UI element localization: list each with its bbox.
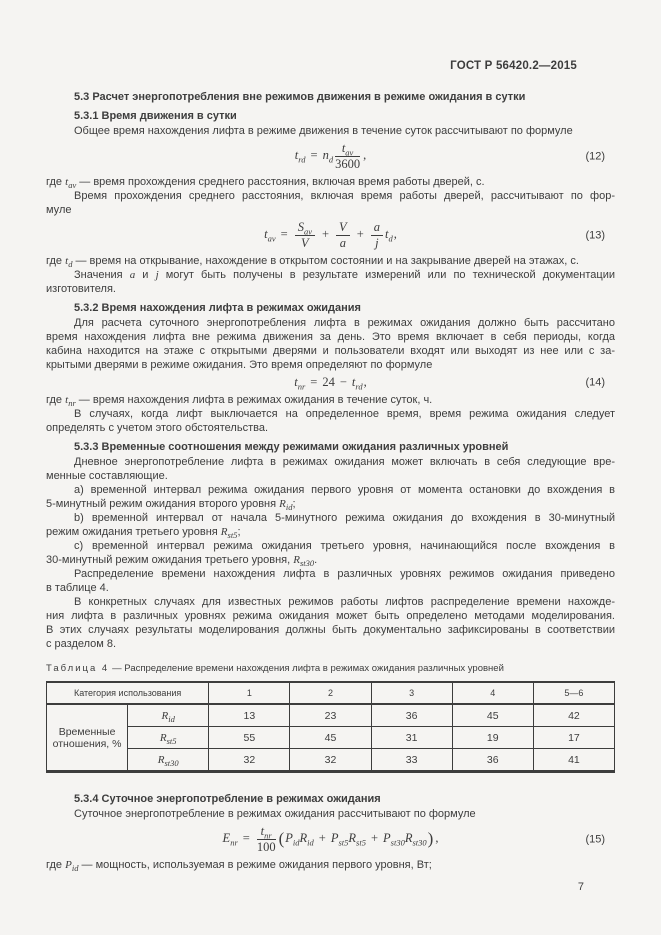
table-4 — [46, 681, 615, 773]
formula-13 — [46, 221, 615, 250]
math-subscript: av — [68, 180, 77, 191]
text-line: Общее время нахождения лифта в режиме движения в течение суток рассчитывают по формуле — [74, 125, 573, 137]
paragraph-531-intro — [46, 124, 615, 138]
math-variable: R — [293, 554, 300, 566]
text-line: b) временной интервал от начала 5-минутного режима ожидания до вхождения в 30-минутный — [74, 512, 615, 524]
cell: 31 — [371, 727, 452, 749]
formula-15 — [46, 825, 615, 854]
text-line: Для расчета суточного энергопотребления лифта в режимах ожидания должно быть рассчитано — [74, 317, 615, 329]
table-row-rst30 — [47, 749, 615, 772]
table-header-row — [47, 682, 615, 704]
text-line: В случаях, когда лифт выключается на определенное время, время режима ожидания следует — [74, 408, 615, 420]
text-line: Суточное энергопотребление в режимах ожидания рассчитывают по формуле — [74, 808, 476, 820]
section-heading-5-3-3: 5.3.3 Временные соотношения между режимами ожидания различных уровней — [74, 441, 509, 453]
cell: 42 — [533, 704, 614, 727]
table-header-col-1: 1 — [209, 682, 290, 704]
paragraph-533-item-a — [46, 483, 615, 511]
row-var-rid: $R_{id}$ — [128, 704, 209, 727]
math-subscript: st30 — [299, 558, 315, 569]
paragraph-where-15 — [46, 858, 615, 872]
cell: 45 — [452, 704, 533, 727]
table-caption — [46, 663, 615, 675]
text-line: где $t_d$ — время на открывание, нахождение в открытом состоянии и на закрывание дверей на этажах, с. — [46, 255, 579, 270]
cell: 41 — [533, 749, 614, 772]
paragraph-where-12 — [46, 175, 615, 189]
text-line: Значения a и j могут быть получены в результате измерений или по технической документации — [74, 269, 615, 281]
section-heading-5-3-2: 5.3.2 Время нахождения лифта в режимах ожидания — [74, 302, 361, 314]
paragraph-532-body — [46, 316, 615, 372]
cell: 36 — [452, 749, 533, 772]
text-line: c) временной интервал режима ожидания третьего уровня, начинающийся после вхождения в — [74, 540, 615, 552]
text-line: где $t_{nr}$ — время нахождения лифта в режимах ожидания в течение суток, ч. — [46, 394, 433, 409]
text-line: 30-минутный режим ожидания третьего уровня, $R_{st30}$. — [46, 554, 318, 569]
math-variable: a — [129, 269, 136, 281]
cell: 36 — [371, 704, 452, 727]
math-variable: R — [279, 498, 286, 510]
math-variable: t — [65, 255, 69, 267]
formula-14 — [46, 375, 615, 390]
text-line: ния лифта в различных уровнях режима ожидания может быть определено методами моделирования. — [46, 610, 615, 622]
cell: 17 — [533, 727, 614, 749]
text-line: Дневное энергопотребление лифта в режимах ожидания может включать в себя следующие вре- — [74, 456, 615, 468]
math-subscript: id — [71, 863, 79, 874]
equation-13-body: $t_{av}$ = $\frac{S_{av}}{V}$ + $\frac{V}{a}$ + $\frac{a}{j}$ $t_d$, — [264, 220, 397, 250]
equation-number-12: (12) — [585, 150, 605, 162]
text-line: где $P_{id}$ — мощность, используемая в режиме ожидания первого уровня, Вт; — [46, 859, 432, 874]
formula-12 — [46, 142, 615, 171]
math-subscript: st5 — [227, 530, 238, 541]
paragraph-534-intro — [46, 807, 615, 821]
table-header-col-5-6: 5—6 — [533, 682, 614, 704]
paragraph-where-13 — [46, 254, 615, 268]
table-row-rid — [47, 704, 615, 727]
text-line: В этих случаях результаты моделирования должны быть документально зафиксированы в соответствии — [46, 624, 615, 636]
equation-number-15: (15) — [585, 833, 605, 845]
cell: 32 — [290, 749, 371, 772]
equation-14-body: $t_{nr} = 24 - t_{rd}$, — [294, 375, 367, 392]
math-subscript: d — [68, 259, 73, 270]
math-subscript: nr — [68, 398, 76, 409]
table-caption-label: Таблица 4 — [46, 663, 110, 674]
section-heading-5-3: 5.3 Расчет энергопотребления вне режимов движения в режиме ожидания в сутки — [74, 91, 526, 103]
text-line: режим ожидания третьего уровня $R_{st5}$; — [46, 526, 241, 541]
text-line: муле — [46, 204, 72, 216]
text-line: где $t_{av}$ — время прохождения среднего расстояния, включая время работы дверей, с. — [46, 176, 485, 191]
text-line: a) временной интервал режима ожидания первого уровня от момента остановки до вхождения в — [74, 484, 615, 496]
cell: 33 — [371, 749, 452, 772]
running-header: ГОСТ Р 56420.2—2015 — [450, 60, 577, 72]
cell: 32 — [209, 749, 290, 772]
math-variable: t — [65, 176, 69, 188]
row-var-rst5: $R_{st5}$ — [128, 727, 209, 749]
equation-15-body: $E_{nr}$ = $\frac{t_{nr}}{100}$ $(P_{id}R_{id} + P_{st5}R_{st5} + P_{st30}R_{st30})$ , — [222, 824, 439, 854]
equation-number-14: (14) — [585, 376, 605, 388]
table-header-category: Категория использования — [47, 682, 209, 704]
math-subscript: id — [285, 502, 293, 513]
text-line: Распределение времени нахождения лифта в различных уровнях режимов ожидания приведено — [74, 568, 615, 580]
cell: 55 — [209, 727, 290, 749]
math-variable: t — [65, 394, 69, 406]
text-line: определять с учетом этого обстоятельства. — [46, 422, 269, 434]
text-line: в таблице 4. — [46, 582, 109, 594]
text-line: 5-минутный режим ожидания второго уровня $R_{id}$; — [46, 498, 296, 513]
paragraph-533-modeling — [46, 595, 615, 651]
text-line: время нахождения лифта вне режима движения за день. Это время включает в себя периоды, когда — [46, 331, 615, 343]
cell: 45 — [290, 727, 371, 749]
section-heading-5-3-4: 5.3.4 Суточное энергопотребление в режимах ожидания — [74, 793, 381, 805]
equation-number-13: (13) — [585, 229, 605, 241]
text-line: кабина находится на этаже с открытыми дверями и пользователи входят или выходят из нее или с за- — [46, 345, 615, 357]
paragraph-533-item-c — [46, 539, 615, 567]
cell: 23 — [290, 704, 371, 727]
math-variable: P — [65, 859, 72, 871]
equation-12-body: $t_{rd} = n_d$ $\frac{t_{av}}{3600}$ , — [294, 141, 367, 171]
cell: 13 — [209, 704, 290, 727]
page-number: 7 — [577, 881, 584, 893]
table-header-col-2: 2 — [290, 682, 371, 704]
section-heading-5-3-1: 5.3.1 Время движения в сутки — [74, 110, 237, 122]
table-header-col-3: 3 — [371, 682, 452, 704]
row-group-label: Временные отношения, % — [47, 704, 128, 772]
math-variable: j — [155, 269, 159, 281]
paragraph-533-item-b — [46, 511, 615, 539]
table-row-rst5 — [47, 727, 615, 749]
text-line: с разделом 8. — [46, 638, 117, 650]
row-var-rst30: $R_{st30}$ — [128, 749, 209, 772]
text-line: крытыми дверями в режиме ожидания. Это время определяют по формуле — [46, 359, 433, 371]
paragraph-13-pre — [46, 189, 615, 217]
cell: 19 — [452, 727, 533, 749]
table-header-col-4: 4 — [452, 682, 533, 704]
paragraph-where-14 — [46, 393, 615, 407]
paragraph-13-note — [46, 268, 615, 296]
text-line: изготовителя. — [46, 283, 116, 295]
table-caption-text: — Распределение времени нахождения лифта в режимах ожидания различных уровней — [112, 663, 504, 674]
text-line: менные составляющие. — [46, 470, 168, 482]
paragraph-533-distribution — [46, 567, 615, 595]
text-line: Время прохождения среднего расстояния, включая время работы дверей, рассчитывают по фор- — [74, 190, 615, 202]
paragraph-533-body — [46, 455, 615, 483]
math-variable: R — [220, 526, 228, 538]
text-line: В конкретных случаях для известных режимов работы лифтов распределение времени нахожде- — [74, 596, 615, 608]
paragraph-14-note — [46, 407, 615, 435]
